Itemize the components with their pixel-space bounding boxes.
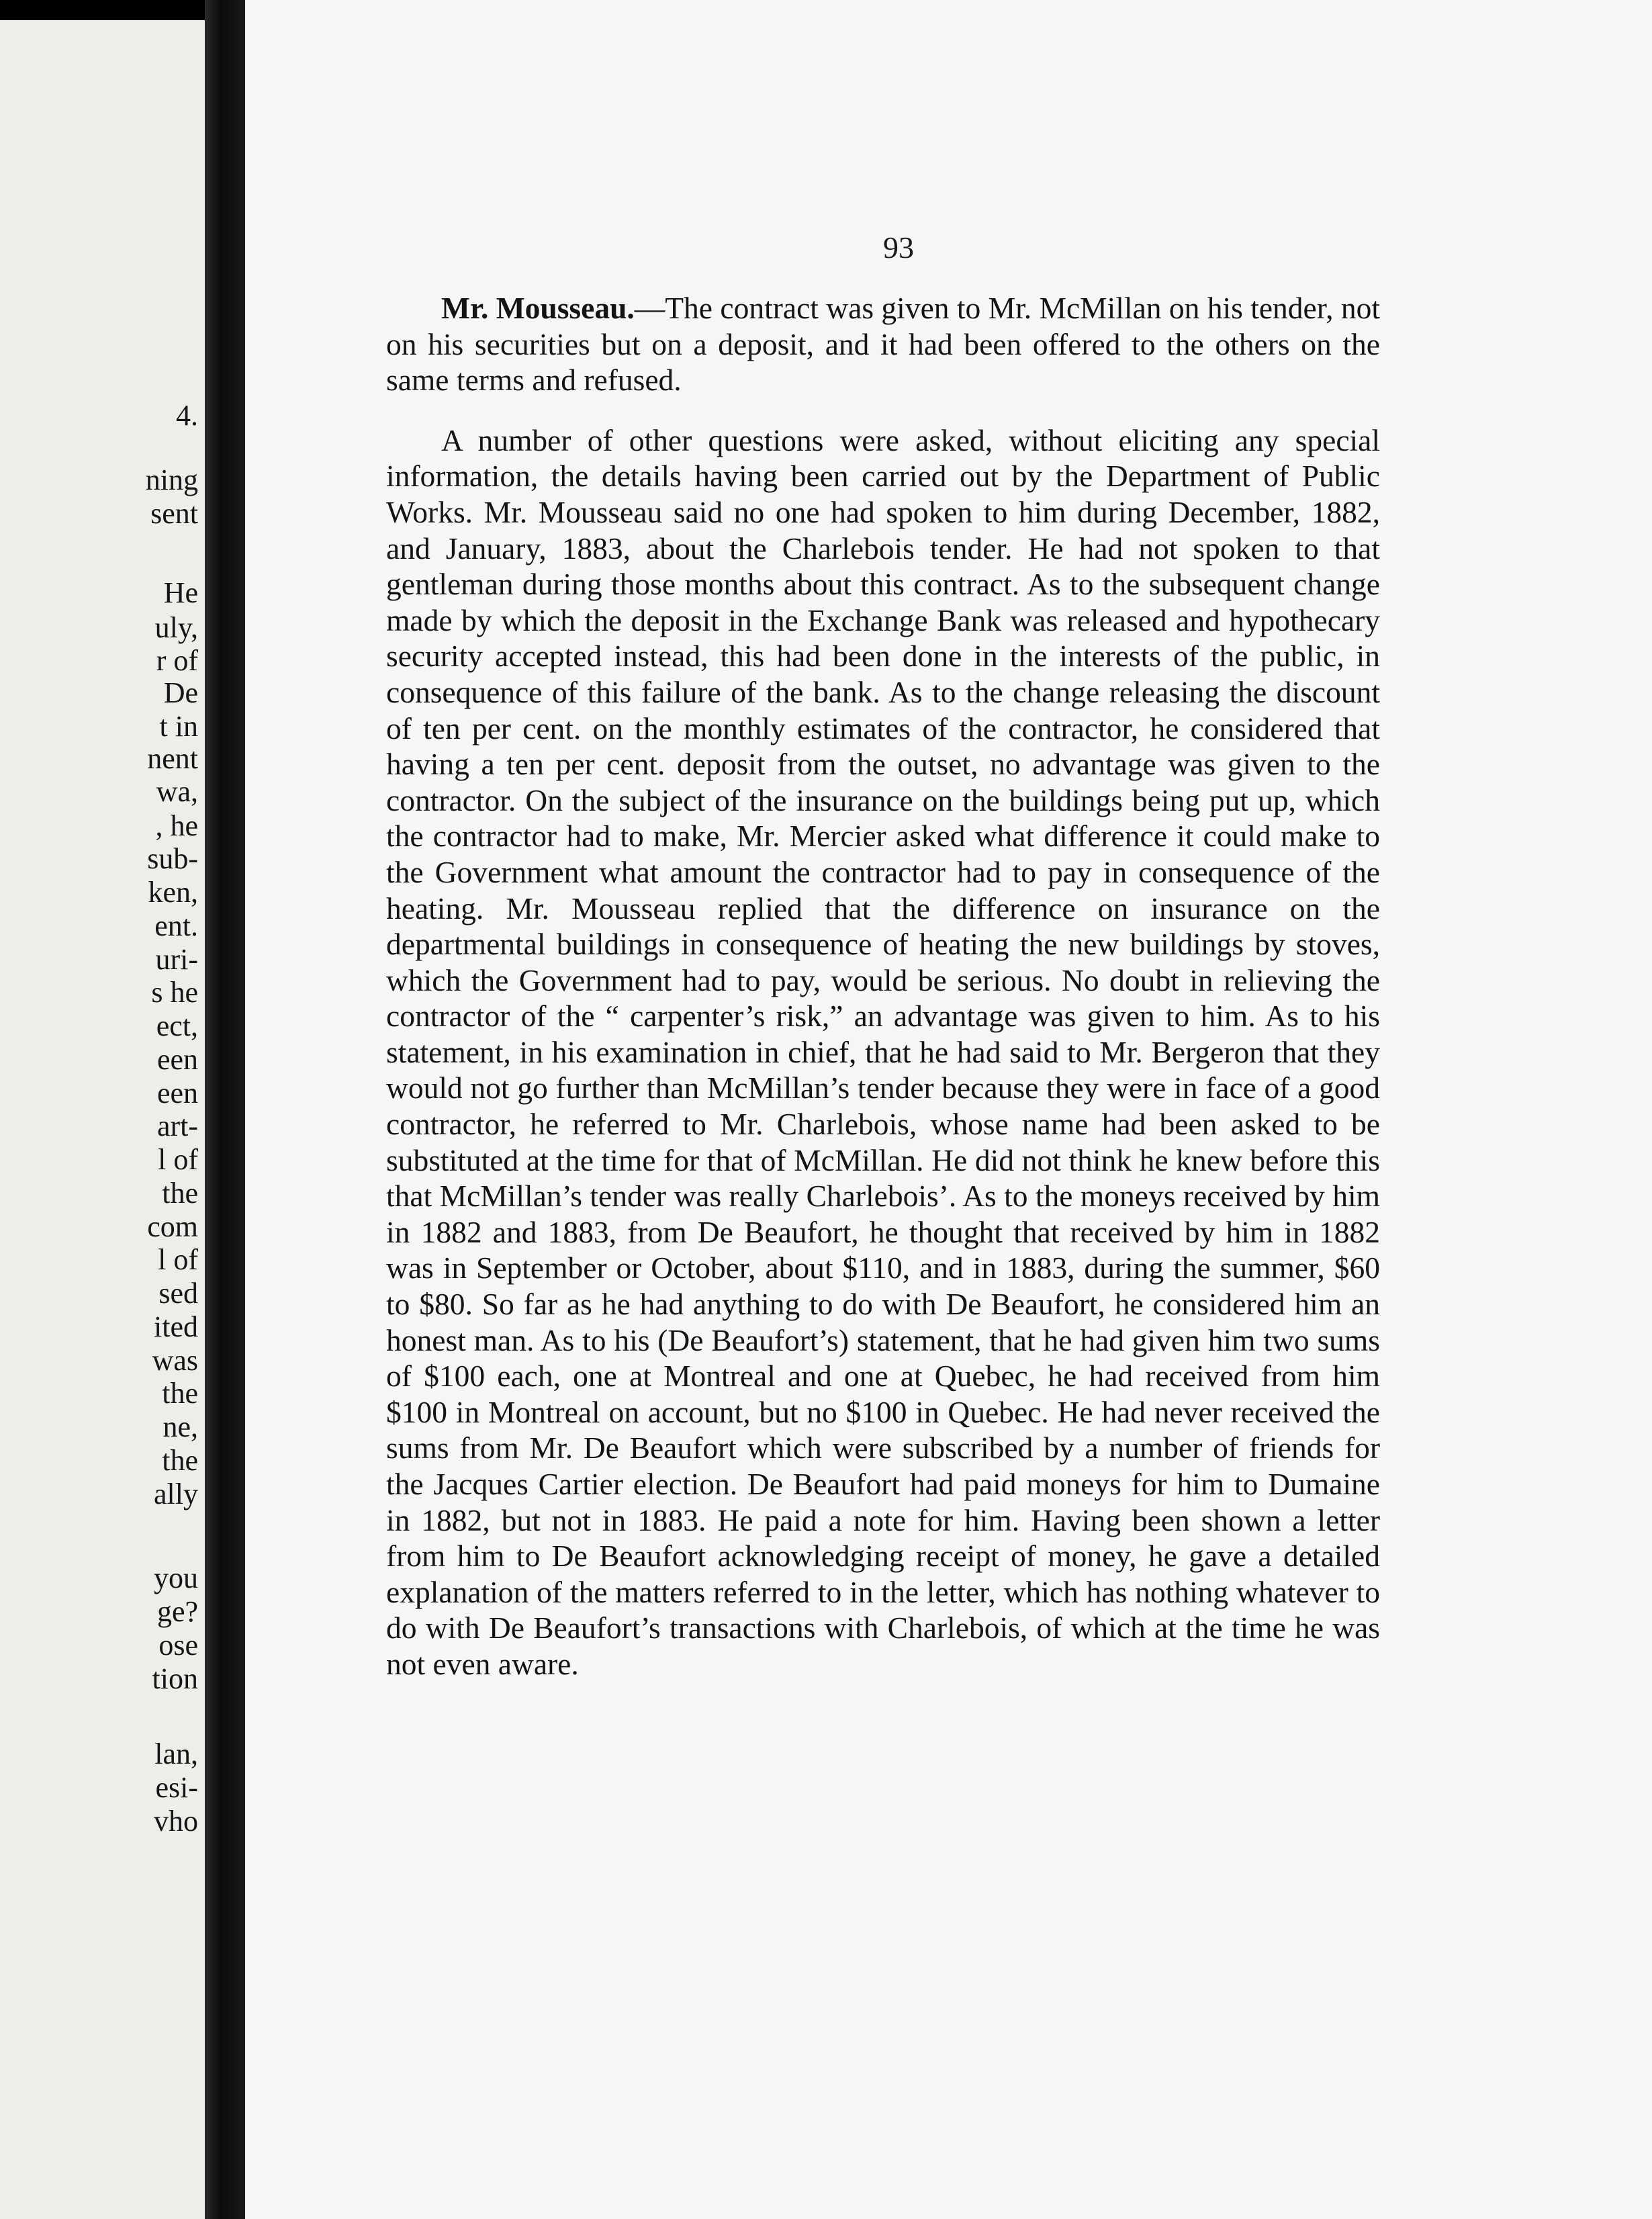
facing-text-fragment: esi- — [155, 1771, 198, 1804]
facing-text-fragment: een — [156, 1077, 198, 1110]
facing-text-fragment: nent — [147, 742, 198, 775]
speaker-name: Mr. Mousseau. — [441, 291, 635, 325]
facing-text-fragment: art- — [156, 1110, 198, 1142]
facing-text-fragment: ect, — [156, 1009, 198, 1042]
facing-text-fragment: the — [162, 1177, 198, 1210]
facing-text-fragment: tion — [152, 1662, 198, 1695]
page-number: 93 — [883, 230, 914, 265]
facing-text-fragment: l of — [158, 1143, 198, 1176]
facing-text-fragment: ally — [154, 1478, 198, 1510]
facing-text-fragment: lan, — [154, 1737, 198, 1770]
facing-text-fragment: ent. — [154, 909, 198, 942]
facing-text-fragment: vho — [154, 1805, 198, 1838]
facing-text-fragment: He — [163, 576, 198, 609]
facing-text-fragment: uri- — [155, 943, 198, 976]
book-gutter — [205, 0, 245, 2219]
facing-text-fragment: ning — [145, 463, 198, 496]
facing-text-fragment: s he — [151, 976, 198, 1009]
facing-text-fragment: ose — [158, 1629, 198, 1662]
facing-text-fragment: ited — [154, 1310, 198, 1343]
facing-text-fragment: sent — [150, 497, 198, 530]
facing-text-fragment: wa, — [156, 775, 198, 808]
body-text — [386, 290, 1380, 1682]
paragraph-text: —The contract was given to Mr. McMillan on his tender, not on his securities but on a deposit, and it had been offered to the others on the same terms and refused. — [386, 291, 1380, 398]
facing-text-fragment: was — [152, 1344, 198, 1377]
facing-text-fragment: De — [163, 676, 198, 709]
facing-text-fragment: ne, — [163, 1410, 198, 1443]
facing-text-fragment: r of — [156, 644, 198, 677]
facing-text-fragment: com — [147, 1210, 198, 1243]
facing-text-fragment: sub- — [147, 842, 198, 875]
facing-text-fragment: , he — [155, 809, 198, 842]
facing-page-strip — [0, 20, 205, 2219]
facing-text-fragment: the — [162, 1444, 198, 1477]
facing-text-fragment: een — [156, 1043, 198, 1076]
facing-text-fragment: l of — [158, 1243, 198, 1276]
facing-text-fragment: ken, — [148, 876, 198, 909]
facing-text-fragment: you — [154, 1561, 198, 1594]
facing-text-fragment: t in — [159, 710, 198, 743]
facing-text-fragment: 4. — [176, 399, 198, 432]
facing-text-fragment: the — [162, 1377, 198, 1410]
paragraph-text: A number of other questions were asked, without eliciting any special information, the details having been carried out by the Department of Public Works. Mr. Mousseau said no one had spoken to him during December, 1882, and January, 1883, about the Charlebois tender. He had not spoken to that gentleman during those months about this contract. As to the subsequent change made by which the deposit in the Exchange Bank was released and hypothecary security accepted instead, this had been done in the interests of the public, in consequence of this failure of the bank. As to the change releasing the discount of ten per cent. on the monthly estimates of the contractor, he considered that having a ten per cent. deposit from the outset, no advantage was given to the contractor. On the subject of the insurance on the buildings being put up, which the contractor had to make, Mr. Mercier asked what difference it could make to the Government what amount the contractor had to pay in consequence of the heating. Mr. Mousseau replied that the difference on insurance on the departmental buildings in consequence of heating the new buildings by stoves, which the Government had to pay, would be serious. No doubt in relieving the contractor of the “ carpenter’s risk,” an advantage was given to him. As to his statement, in his examination in chief, that he had said to Mr. Bergeron that they would not go further than McMillan’s tender because they were in face of a good contractor, he referred to Mr. Charlebois, whose name had been asked to be substituted at the time for that of McMillan. He did not think he knew before this that McMillan’s tender was really Charlebois’. As to the moneys received by him in 1882 and 1883, from De Beaufort, he thought that received by him in 1882 was in September or October, about $110, and in 1883, during the summer, $60 to $80. So far as he had anything to do with De Beaufort, he considered him an honest man. As to his (De Beaufort’s) statement, that he had given him two sums of $100 each, one at Montreal and one at Quebec, he had received from him $100 in Montreal on account, but no $100 in Quebec. He had never received the sums from Mr. De Beaufort which were subscribed by a number of friends for the Jacques Cartier election. De Beaufort had paid moneys for him to Dumaine in 1882, but not in 1883. He paid a note for him. Having been shown a letter from him to De Beaufort acknowledging receipt of money, he gave a detailed explanation of the matters referred to in the letter, which has nothing whatever to do with De Beaufort’s transactions with Charlebois, of which at the time he was not even aware. — [386, 422, 1380, 1681]
paragraph — [386, 422, 1380, 1682]
paragraph — [386, 290, 1380, 398]
facing-text-fragment: sed — [158, 1277, 198, 1310]
facing-text-fragment: ge? — [156, 1595, 198, 1628]
facing-text-fragment: uly, — [154, 611, 198, 644]
